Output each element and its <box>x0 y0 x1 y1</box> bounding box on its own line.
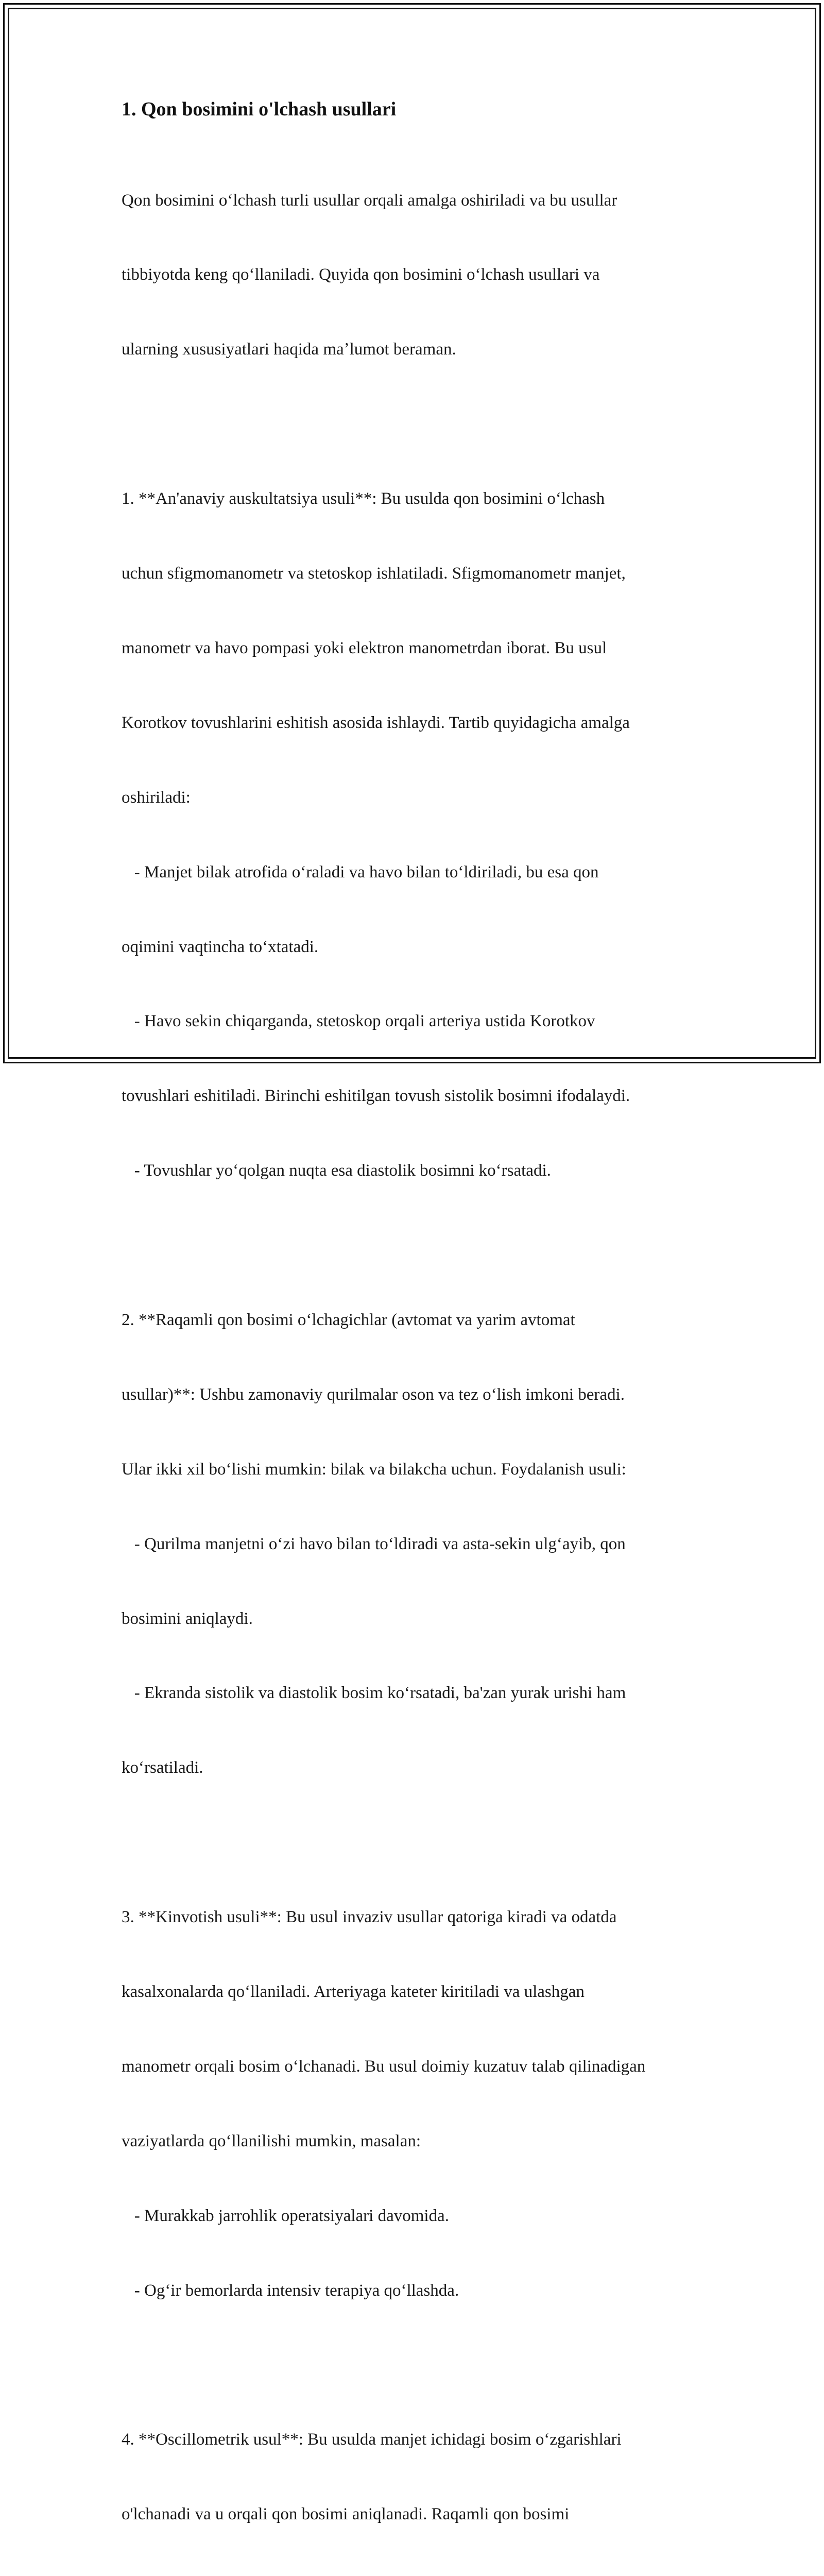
body-line: koʻrsatiladi. <box>122 1758 203 1777</box>
document-body <box>122 138 714 2576</box>
body-line: bosimini aniqlaydi. <box>122 1609 253 1628</box>
body-line: Qon bosimini oʻlchash turli usullar orqali amalga oshiriladi va bu usullar <box>122 191 617 210</box>
body-line: - Tovushlar yoʻqolgan nuqta esa diastolik bosimni koʻrsatadi. <box>122 1161 551 1180</box>
body-line-blank <box>122 1830 714 1855</box>
body-line: 3. **Kinvotish usuli**: Bu usul invaziv usullar qatoriga kiradi va odatda <box>122 1908 617 1927</box>
body-line: oshiriladi: <box>122 788 191 807</box>
body-line-blank <box>122 412 714 436</box>
body-line: - Murakkab jarrohlik operatsiyalari davomida. <box>122 2206 449 2225</box>
body-line: usullar)**: Ushbu zamonaviy qurilmalar oson va tez oʻlish imkoni beradi. <box>122 1385 625 1404</box>
document-page <box>122 97 714 2576</box>
body-line: tibbiyotda keng qoʻllaniladi. Quyida qon bosimini oʻlchash usullari va <box>122 265 600 284</box>
body-line: manometr orqali bosim oʻlchanadi. Bu usul doimiy kuzatuv talab qilinadigan <box>122 2057 646 2076</box>
body-line: kasalxonalarda qoʻllaniladi. Arteriyaga kateter kiritiladi va ulashgan <box>122 1982 585 2001</box>
body-line: - Manjet bilak atrofida oʻraladi va havo bilan toʻldiriladi, bu esa qon <box>122 862 599 882</box>
body-line: oqimini vaqtincha toʻxtatadi. <box>122 937 319 956</box>
body-line: uchun sfigmomanometr va stetoskop ishlatiladi. Sfigmomanometr manjet, <box>122 564 626 583</box>
body-line: - Qurilma manjetni oʻzi havo bilan toʻldiradi va asta-sekin ulgʻayib, qon <box>122 1534 626 1553</box>
body-line-blank <box>122 2352 714 2377</box>
body-line: o'lchanadi va u orqali qon bosimi aniqlanadi. Raqamli qon bosimi <box>122 2505 570 2524</box>
body-line: Korotkov tovushlarini eshitish asosida ishlaydi. Tartib quyidagicha amalga <box>122 713 630 732</box>
document-title: 1. Qon bosimini o'lchash usullari <box>122 98 397 120</box>
body-line: 1. **An'anaviy auskultatsiya usuli**: Bu usulda qon bosimini oʻlchash <box>122 489 605 509</box>
body-line: tovushlari eshitiladi. Birinchi eshitilgan tovush sistolik bosimni ifodalaydi. <box>122 1087 630 1106</box>
body-line: vaziyatlarda qoʻllanilishi mumkin, masalan: <box>122 2131 421 2150</box>
body-line: - Ekranda sistolik va diastolik bosim koʻrsatadi, ba'zan yurak urishi ham <box>122 1684 626 1703</box>
body-line: manometr va havo pompasi yoki elektron manometrdan iborat. Bu usul <box>122 638 607 657</box>
body-line: 4. **Oscillometrik usul**: Bu usulda manjet ichidagi bosim oʻzgarishlari <box>122 2430 622 2449</box>
body-line: - Havo sekin chiqarganda, stetoskop orqali arteriya ustida Korotkov <box>122 1012 595 1031</box>
body-line-blank <box>122 1233 714 1258</box>
body-line: Ular ikki xil boʻlishi mumkin: bilak va bilakcha uchun. Foydalanish usuli: <box>122 1460 626 1479</box>
body-line: ularning xususiyatlari haqida maʼlumot beraman. <box>122 340 456 359</box>
body-line: - Ogʻir bemorlarda intensiv terapiya qoʻllashda. <box>122 2281 459 2300</box>
body-line: 2. **Raqamli qon bosimi oʻlchagichlar (avtomat va yarim avtomat <box>122 1310 575 1329</box>
